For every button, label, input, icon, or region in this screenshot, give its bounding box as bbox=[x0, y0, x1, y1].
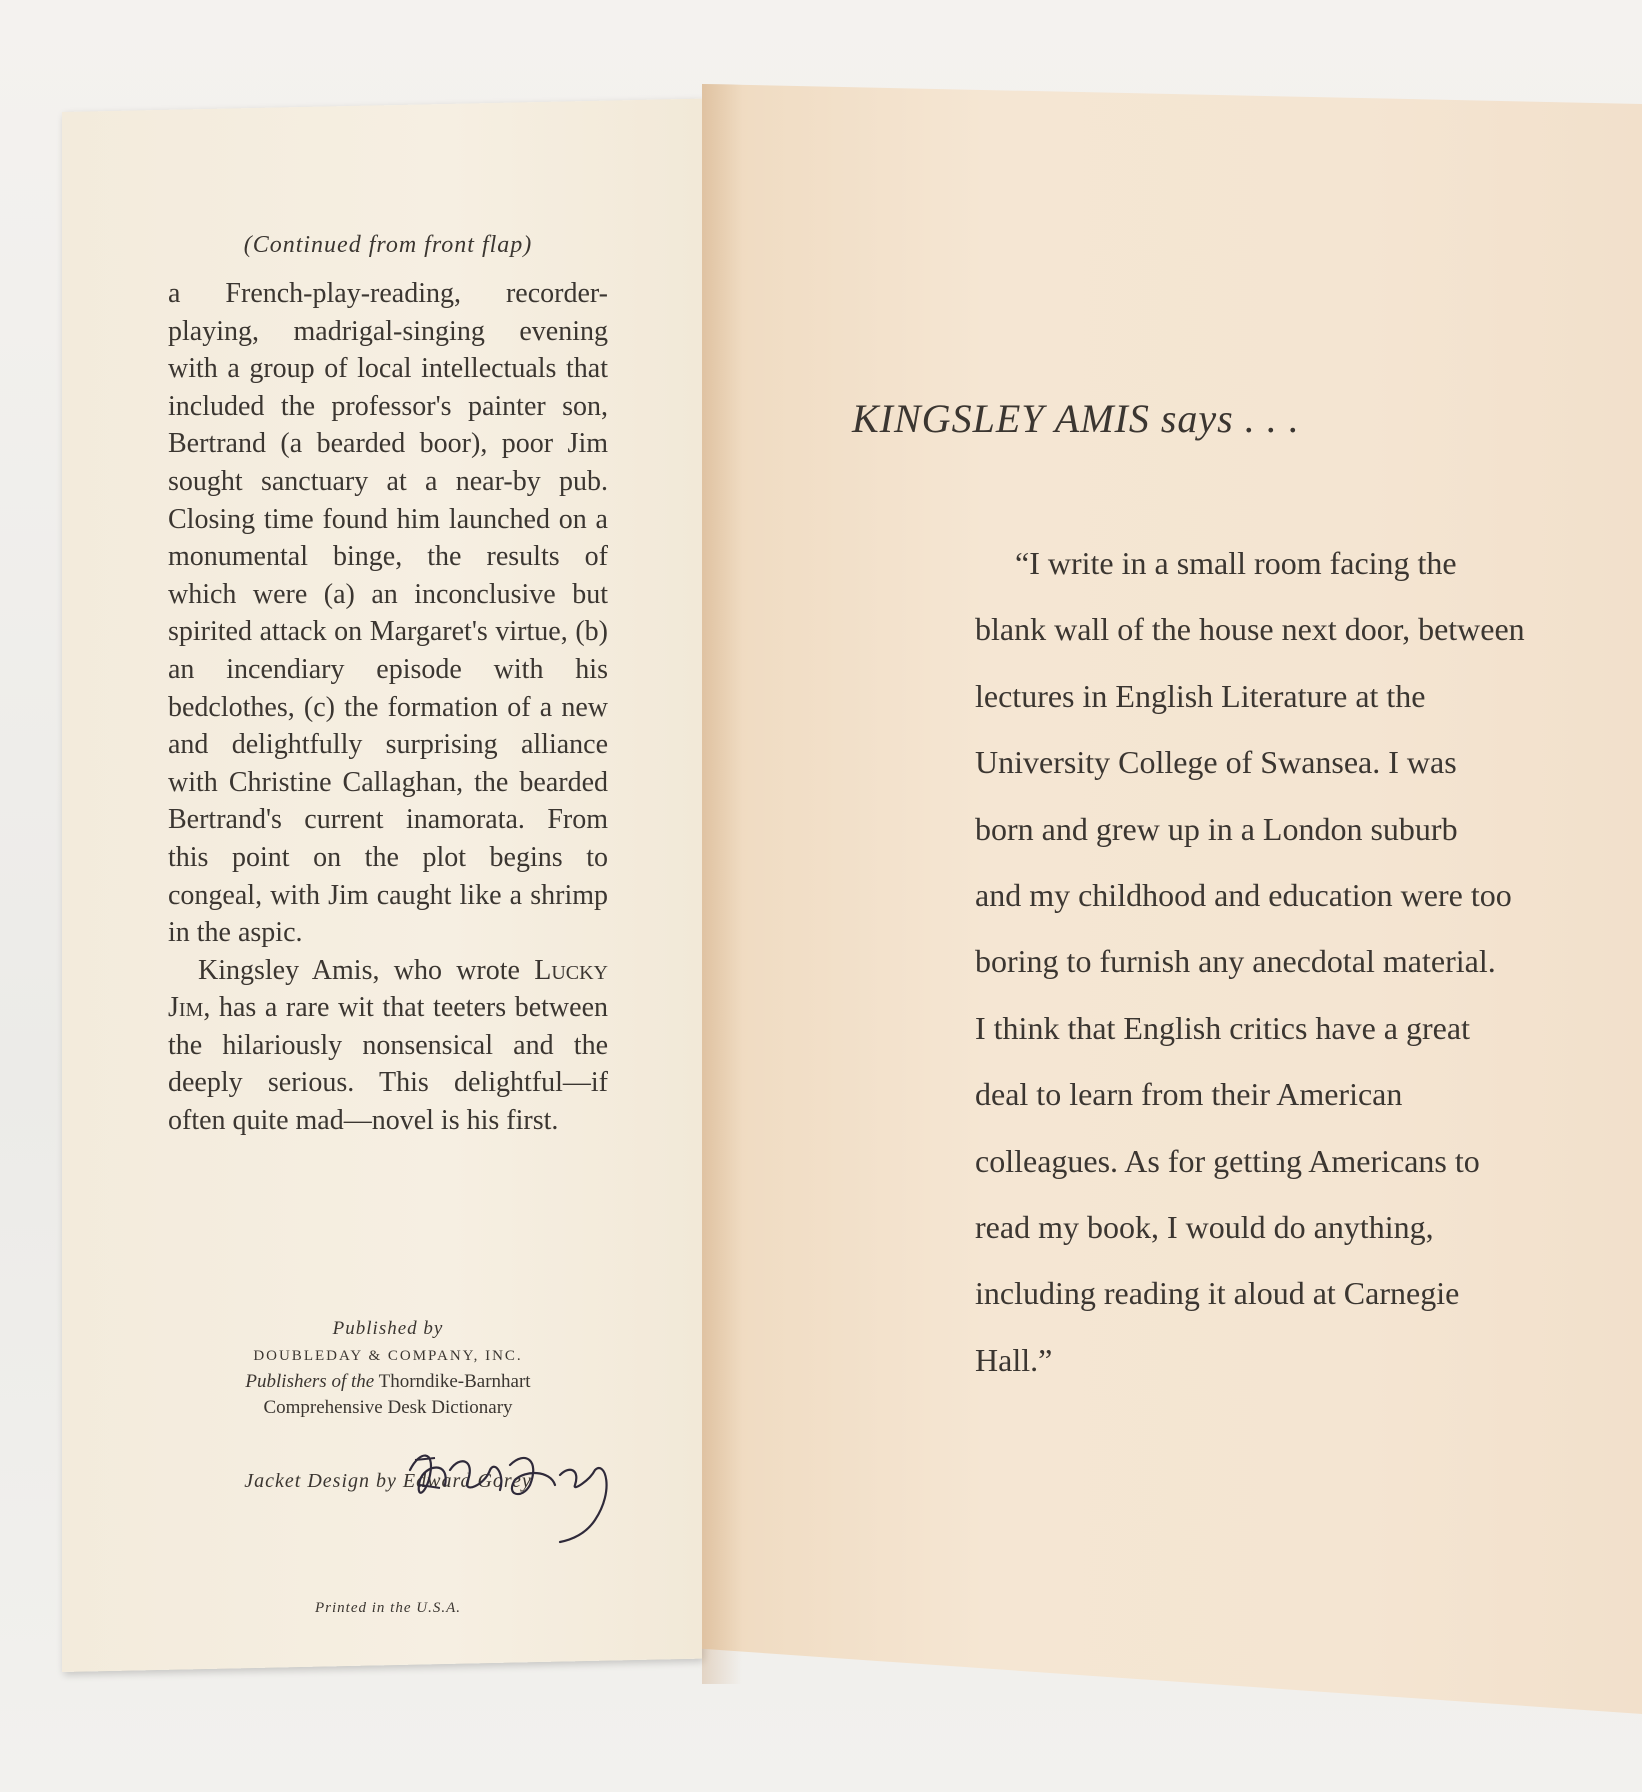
publisher-line-1-italic: Publishers of the bbox=[245, 1371, 375, 1392]
jacket-design-credit: Jacket Design by Edward Gorey bbox=[244, 1470, 532, 1492]
flap-paragraph-2 bbox=[168, 952, 608, 1140]
signature bbox=[390, 1430, 620, 1550]
printed-in-usa: Printed in the U.S.A. bbox=[315, 1600, 461, 1616]
quote-line: Hall.” bbox=[975, 1341, 1053, 1378]
author-quote bbox=[975, 530, 1615, 1393]
quote-line: I think that English critics have a great bbox=[975, 1009, 1470, 1046]
quote-line: boring to furnish any anecdotal material. bbox=[975, 943, 1496, 980]
quote-line: blank wall of the house next door, between bbox=[975, 611, 1525, 648]
publisher-line-1 bbox=[168, 1371, 608, 1393]
book-title: Lucky Jim bbox=[168, 954, 608, 1024]
quote-line: born and grew up in a London suburb bbox=[975, 810, 1458, 847]
flap-paragraph-2-start: Kingsley Amis, who wrote bbox=[198, 954, 535, 986]
publisher-line-2: Comprehensive Desk Dictionary bbox=[263, 1397, 513, 1418]
quote-line: read my book, I would do anything, bbox=[975, 1209, 1434, 1246]
quote-line: and my childhood and education were too bbox=[975, 877, 1512, 914]
flap-paragraph-2-end: , has a rare wit that teeters between the hilariously nonsensical and the deeply serious. This delightful—if often quite mad—novel is his first. bbox=[168, 992, 608, 1137]
quote-line: including reading it aloud at Carnegie bbox=[975, 1275, 1460, 1312]
flap-text-block bbox=[168, 232, 608, 1140]
quote-line: “I write in a small room facing the bbox=[1015, 545, 1457, 581]
quote-line: deal to learn from their American bbox=[975, 1076, 1403, 1113]
author-heading: KINGSLEY AMIS says . . . bbox=[852, 396, 1300, 441]
publisher-block bbox=[168, 1318, 608, 1423]
quote-line: lectures in English Literature at the bbox=[975, 677, 1426, 714]
spine-fold bbox=[702, 84, 742, 1684]
quote-line: University College of Swansea. I was bbox=[975, 744, 1457, 781]
publisher-line-1-rest: Thorndike-Barnhart bbox=[374, 1371, 531, 1392]
quote-line: colleagues. As for getting Americans to bbox=[975, 1142, 1480, 1179]
published-by: Published by bbox=[332, 1318, 444, 1339]
publisher-name: DOUBLEDAY & COMPANY, INC. bbox=[253, 1348, 523, 1364]
flap-paragraph-1: a French-play-reading, recorder-playing, madrigal-singing evening with a group of local intellectuals that included the professor's painter son, Bertrand (a bearded boor), poor Jim sought sanctuary at a near-by pub. Closing time found him launched on a monumental binge, the results of which were (a) an inconclusive but spirited attack on Margaret's virtue, (b) an incendiary episode with his bedclothes, (c) the formation of a new and delightfully surprising alliance with Christine Callaghan, the bearded Bertrand's current inamorata. From this point on the plot begins to congeal, with Jim caught like a shrimp in the aspic. bbox=[168, 278, 608, 949]
flap-heading: (Continued from front flap) bbox=[243, 232, 533, 258]
